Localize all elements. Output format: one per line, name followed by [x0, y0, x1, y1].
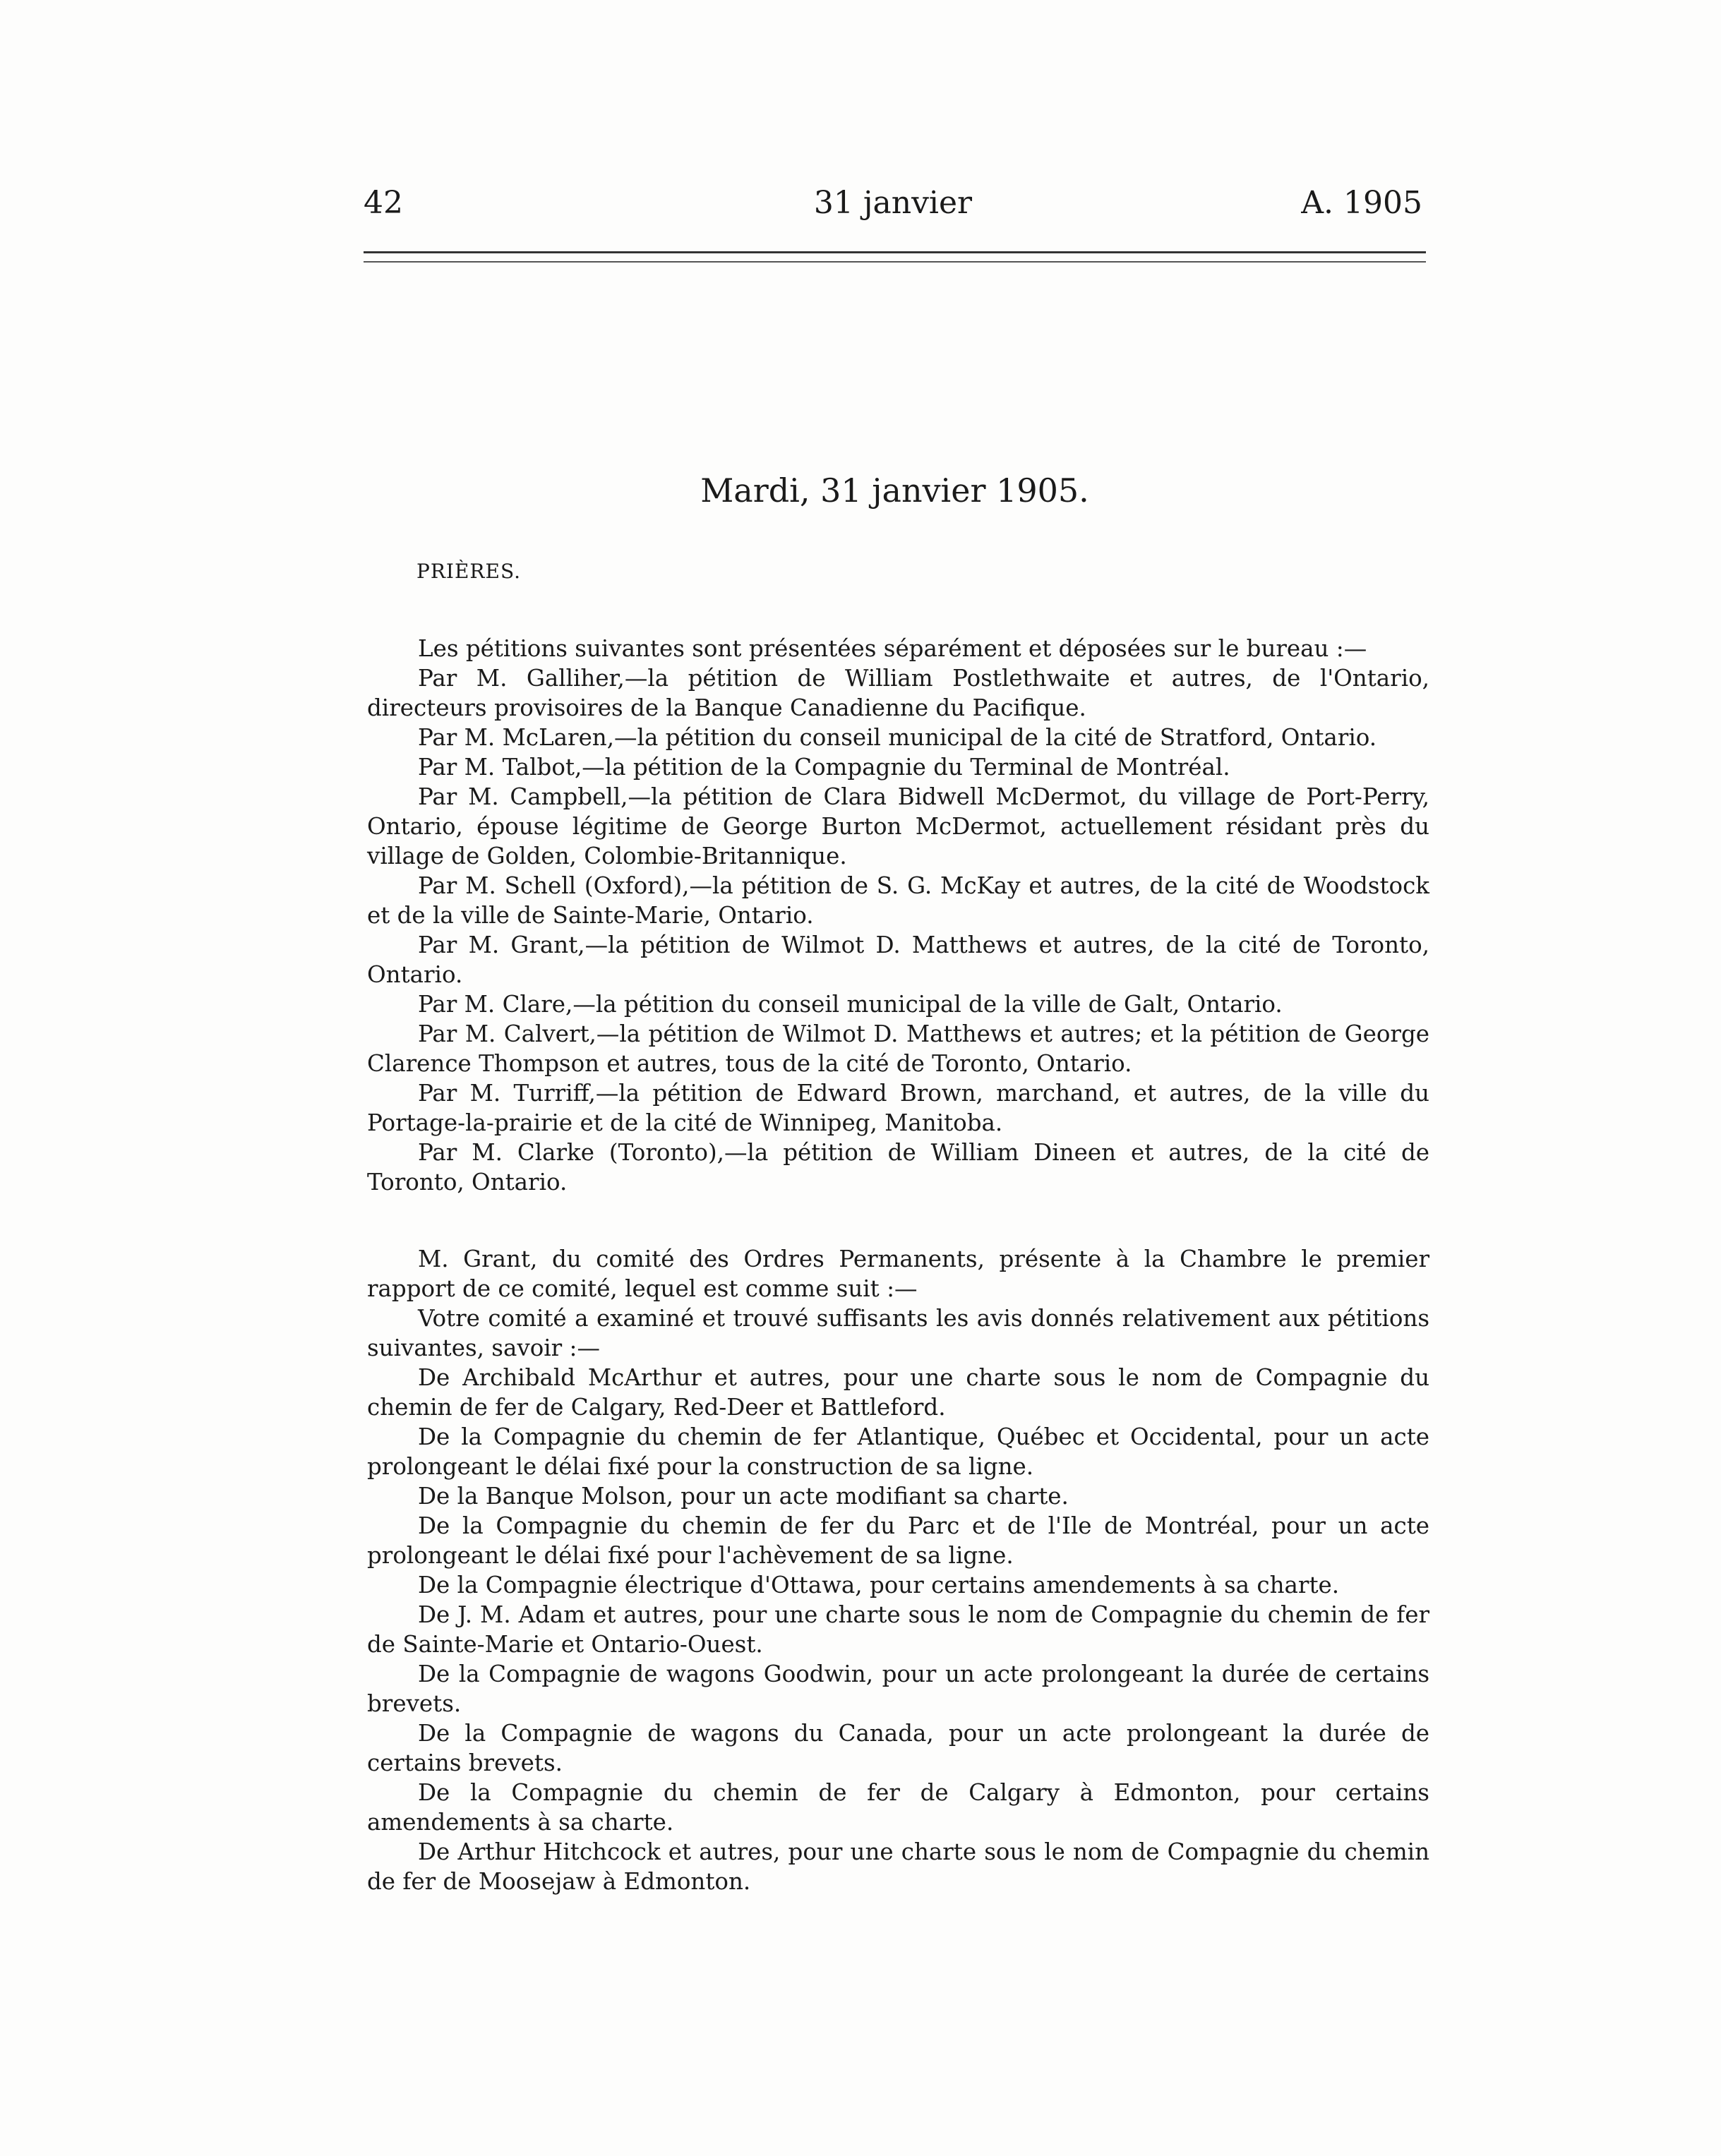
- prieres-heading: PRIÈRES.: [416, 560, 522, 583]
- paragraph: Par M. Turriff,—la pétition de Edward Brown, marchand, et autres, de la ville du Portage-la-prairie et de la cité de Winnipeg, Manitoba.: [367, 1080, 1429, 1136]
- paragraph: De la Compagnie électrique d'Ottawa, pour certains amendements à sa charte.: [418, 1572, 1340, 1598]
- header-year: A. 1905: [1301, 185, 1422, 221]
- paragraph: Par M. Talbot,—la pétition de la Compagnie du Terminal de Montréal.: [418, 754, 1230, 781]
- page-number: 42: [364, 185, 403, 221]
- paragraph: De Archibald McArthur et autres, pour une charte sous le nom de Compagnie du chemin de fer de Calgary, Red-Deer et Battleford.: [367, 1364, 1429, 1421]
- paragraph: Les pétitions suivantes sont présentées séparément et déposées sur le bureau :—: [418, 635, 1367, 662]
- paragraph: De la Compagnie de wagons du Canada, pour un acte prolongeant la durée de certains brevets.: [367, 1720, 1429, 1776]
- paragraph: Par M. Schell (Oxford),—la pétition de S. G. McKay et autres, de la cité de Woodstock et de la ville de Sainte-Marie, Ontario.: [367, 872, 1429, 929]
- paragraph: De la Banque Molson, pour un acte modifiant sa charte.: [418, 1483, 1069, 1510]
- paragraph: Par M. Grant,—la pétition de Wilmot D. Matthews et autres, de la cité de Toronto, Ontario.: [367, 932, 1429, 988]
- header-rule-bottom: [364, 261, 1426, 263]
- header-date: 31 janvier: [813, 185, 973, 221]
- paragraph: De J. M. Adam et autres, pour une charte sous le nom de Compagnie du chemin de fer de Sainte-Marie et Ontario-Ouest.: [367, 1601, 1429, 1658]
- paragraph: Par M. Galliher,—la pétition de William Postlethwaite et autres, de l'Ontario, directeurs provisoires de la Banque Canadienne du Pacifique.: [367, 665, 1429, 721]
- paragraph: De Arthur Hitchcock et autres, pour une charte sous le nom de Compagnie du chemin de fer de Moosejaw à Edmonton.: [367, 1838, 1429, 1895]
- running-header: [364, 182, 1422, 224]
- report-section: [367, 1244, 1429, 1896]
- header-rule-top: [364, 251, 1426, 253]
- paragraph: Par M. Clare,—la pétition du conseil municipal de la ville de Galt, Ontario.: [418, 991, 1283, 1018]
- paragraph: Par M. Calvert,—la pétition de Wilmot D. Matthews et autres; et la pétition de George Clarence Thompson et autres, tous de la cité de Toronto, Ontario.: [367, 1020, 1429, 1077]
- paragraph: M. Grant, du comité des Ordres Permanents, présente à la Chambre le premier rapport de ce comité, lequel est comme suit :—: [367, 1246, 1429, 1302]
- paragraph: De la Compagnie du chemin de fer de Calgary à Edmonton, pour certains amendements à sa charte.: [367, 1779, 1429, 1836]
- paragraph: De la Compagnie du chemin de fer du Parc et de l'Ile de Montréal, pour un acte prolongeant le délai fixé pour l'achèvement de sa ligne.: [367, 1512, 1429, 1569]
- day-title: Mardi, 31 janvier 1905.: [700, 471, 1089, 510]
- paragraph: De la Compagnie de wagons Goodwin, pour un acte prolongeant la durée de certains brevets.: [367, 1661, 1429, 1717]
- paragraph: De la Compagnie du chemin de fer Atlantique, Québec et Occidental, pour un acte prolongeant le délai fixé pour la construction de sa ligne.: [367, 1423, 1429, 1480]
- paragraph: Par M. McLaren,—la pétition du conseil municipal de la cité de Stratford, Ontario.: [418, 724, 1377, 751]
- paragraph: Par M. Clarke (Toronto),—la pétition de William Dineen et autres, de la cité de Toronto, Ontario.: [367, 1139, 1429, 1196]
- paragraph: Votre comité a examiné et trouvé suffisants les avis donnés relativement aux pétitions suivantes, savoir :—: [367, 1305, 1429, 1361]
- paragraph: Par M. Campbell,—la pétition de Clara Bidwell McDermot, du village de Port-Perry, Ontario, épouse légitime de George Burton McDermot, actuellement résidant près du village de Golden, Colombie-Britannique.: [367, 783, 1429, 869]
- petitions-section: [367, 634, 1429, 1197]
